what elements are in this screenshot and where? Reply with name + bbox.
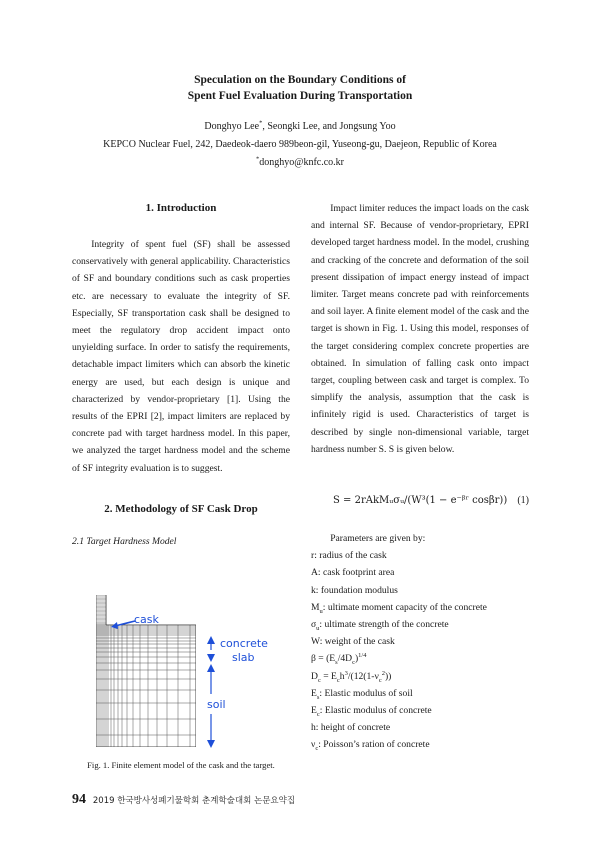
affiliation: KEPCO Nuclear Fuel, 242, Daedeok-daero 989beon-gil, Yuseong-gu, Daejeon, Republic of Korea [103, 139, 497, 150]
param-w: W: weight of the cask [311, 636, 395, 648]
dimension-arrows [204, 636, 218, 752]
section-1-paragraph: Integrity of spent fuel (SF) shall be assessed conservatively with general applicability. Characteristics of SF and boundary conditions such as cask properties etc. are necessary to evaluate the integrity of SF. Especially, SF transportation cask shall be designed to meet the regulatory drop accident impact onto unyielding surface. In order to satisfy the requirements, detachable impact limiters which can absorb the kinetic energy are used, but each design is unique and characterized by vendor-proprietary [1]. Using the results of the EPRI [2], impact limiters are replaced by concrete pad with target hardness model. In this paper, we analyzed the target hardness model and the scheme of SF integrity evaluation is to suggest. [72, 239, 290, 474]
section-2-heading: 2. Methodology of SF Cask Drop [104, 502, 258, 515]
right-column [311, 200, 529, 458]
param-dc: $D_c = E_ch^3/(12(1-\nu_c^2))$ [311, 669, 392, 684]
title-line-1: Speculation on the Boundary Conditions of [194, 74, 406, 86]
concrete-top-arrow [207, 636, 215, 644]
label-concrete: concrete [220, 637, 268, 650]
param-es: $E_s$: Elastic modulus of soil [311, 687, 413, 701]
corresponding-mark: * [259, 119, 263, 127]
param-beta: $\beta = (E_s/4D_c)^{1/4}$ [311, 652, 367, 667]
author-list [0, 120, 600, 134]
param-nu-c: $\nu_c$: Poisson’s ration of concrete [311, 739, 430, 753]
parameter-list [311, 530, 529, 754]
email-line [0, 156, 600, 170]
label-soil: soil [207, 698, 226, 711]
parameter-intro: Parameters are given by: [330, 533, 426, 544]
cask-pointer-arrow [110, 612, 136, 632]
subsection-2-1-heading: 2.1 Target Hardness Model [72, 535, 177, 547]
email-mark: * [256, 155, 260, 163]
param-a: A: cask footprint area [311, 567, 395, 579]
paper-title [0, 72, 600, 104]
equation-expression: S = 2rAkMᵤσᵤ/(W³(1 − e⁻ᵝʳ cosβr)) [333, 495, 508, 506]
figure-caption: Fig. 1. Finite element model of the cask and the target. [87, 760, 275, 770]
left-column [72, 200, 290, 549]
page-footer [72, 792, 295, 810]
param-ec: $E_c$: Elastic modulus of concrete [311, 705, 432, 718]
page-number: 94 [72, 792, 86, 807]
param-r: r: radius of the cask [311, 550, 387, 562]
soil-bottom-arrow [207, 740, 215, 748]
title-line-2: Spent Fuel Evaluation During Transportation [187, 90, 413, 102]
param-mu: $M_u$: ultimate moment capacity of the concrete [311, 601, 487, 615]
email-address: donghyo@knfc.co.kr [259, 157, 344, 168]
soil-top-arrow [207, 664, 215, 672]
author-first: Donghyo Lee [204, 121, 260, 132]
equation-1 [311, 492, 529, 514]
section-1-heading: 1. Introduction [145, 202, 217, 214]
param-sigma-u: $\sigma_u$: ultimate strength of the concrete [311, 619, 449, 632]
param-h: h: height of concrete [311, 722, 391, 734]
param-k: k: foundation modulus [311, 584, 398, 596]
proceedings-title: 2019 한국방사성폐기물학회 춘계학술대회 논문요약집 [92, 796, 296, 806]
author-rest: , Seongki Lee, and Jongsung Yoo [262, 121, 396, 132]
right-column-paragraph: Impact limiter reduces the impact loads on the cask and internal SF. Because of vendor-proprietary, EPRI developed target hardness model. In the model, crushing and cracking of the concrete and deformation of the soil present dissipation of impact energy instead of impact limiter. Target means concrete pad with reinforcements and soil layer. A finite element model of the cask and the target is shown in Fig. 1. Using this model, responses of the target considering complex concrete properties are obtained. In simulation of falling cask onto impact target, coupling between cask and target is complex. To simplify the analysis, assumption that the cask is infinitely rigid is used. Characteristics of target is described by single non-dimensional variable, target hardness number S. S is given below. [311, 203, 529, 455]
label-cask: cask [134, 613, 159, 626]
equation-number: (1) [517, 495, 529, 506]
concrete-bottom-arrow [207, 654, 215, 662]
label-slab: slab [232, 651, 255, 664]
